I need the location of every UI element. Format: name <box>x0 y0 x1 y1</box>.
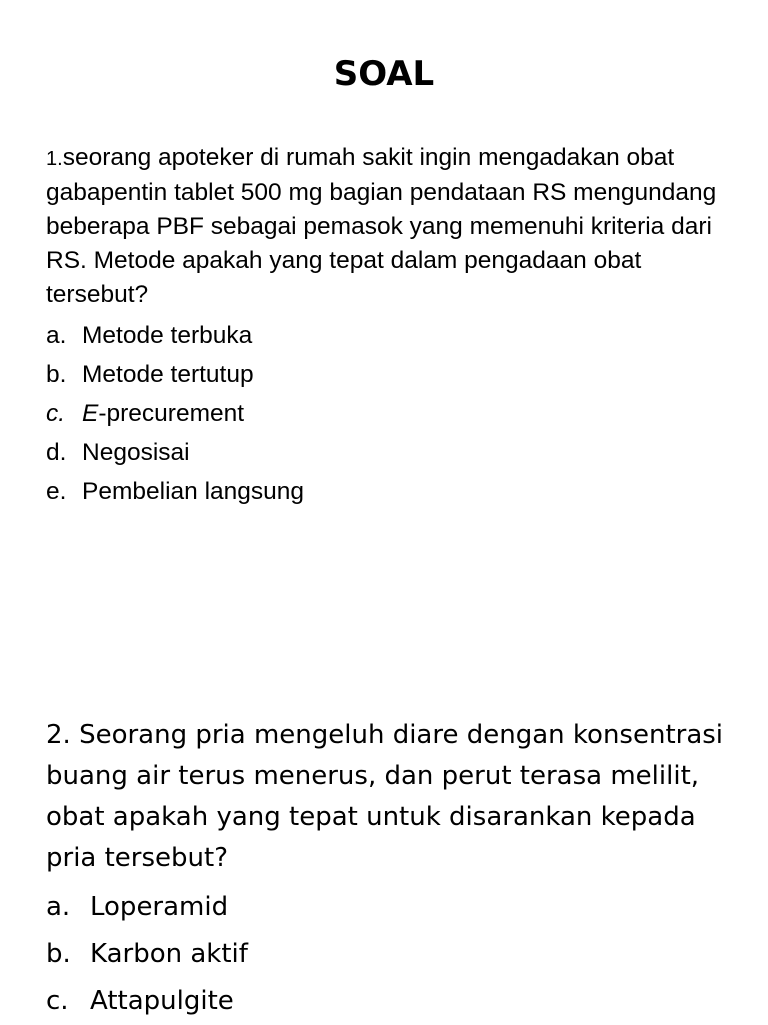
question-1-option-e <box>46 472 736 511</box>
question-1-option-c <box>46 394 736 433</box>
option-text: Negosisai <box>82 439 190 466</box>
option-text: -precurement <box>98 400 245 427</box>
option-letter: d. <box>46 439 67 466</box>
option-text: Pembelian langsung <box>82 478 305 505</box>
page-title: SOAL <box>333 54 435 94</box>
question-1 <box>46 141 736 511</box>
question-1-stem <box>46 141 736 312</box>
option-letter: b. <box>46 361 67 388</box>
option-text: Metode tertutup <box>82 361 254 388</box>
option-text: Metode terbuka <box>82 322 253 349</box>
question-1-option-a <box>46 316 736 355</box>
question-2-options <box>46 884 746 1025</box>
option-text-italic: E <box>82 400 99 427</box>
option-text: Loperamid <box>90 892 229 922</box>
option-letter: b. <box>46 939 71 969</box>
option-letter: c. <box>46 400 66 427</box>
option-text: Attapulgite <box>90 986 234 1016</box>
option-letter: e. <box>46 478 67 505</box>
option-letter: a. <box>46 322 67 349</box>
question-2-option-a <box>46 884 746 931</box>
option-letter: a. <box>46 892 71 922</box>
question-1-number: 1. <box>46 148 63 170</box>
option-text-wrapper <box>82 394 244 433</box>
question-2-option-b <box>46 931 746 978</box>
question-1-option-b <box>46 355 736 394</box>
question-1-text: seorang apoteker di rumah sakit ingin mengadakan obat gabapentin tablet 500 mg bagian pendataan RS mengundang beberapa PBF sebagai pemasok yang memenuhi kriteria dari RS. Metode apakah yang tepat dalam pengadaan obat tersebut? <box>46 144 717 308</box>
question-1-option-d <box>46 433 736 472</box>
option-text: Karbon aktif <box>90 939 248 969</box>
question-1-options <box>46 316 736 511</box>
option-letter: c. <box>46 986 69 1016</box>
question-2-stem: 2. Seorang pria mengeluh diare dengan konsentrasi buang air terus menerus, dan perut terasa melilit, obat apakah yang tepat untuk disarankan kepada pria tersebut? <box>46 720 724 873</box>
question-2 <box>46 715 746 1025</box>
question-2-option-c <box>46 978 746 1025</box>
